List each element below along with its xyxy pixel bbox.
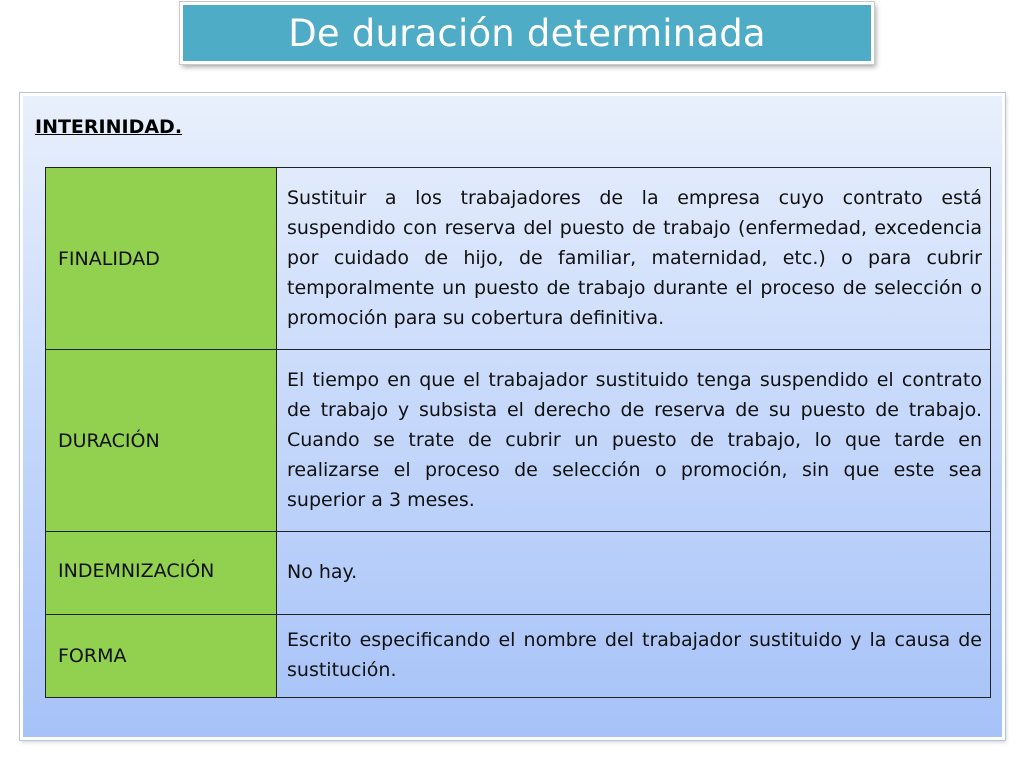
slide-title-box — [180, 2, 874, 64]
table-row — [46, 350, 991, 532]
row-text-finalidad: Sustituir a los trabajadores de la empresa cuyo contrato está suspendido con reserva del puesto de trabajo (enfermedad, excedencia por cuidado de hijo, de familiar, maternidad, etc.) o para cubrir temporalmente un puesto de trabajo durante el proceso de selección o promoción para su cobertura definitiva. — [277, 168, 991, 350]
row-label-finalidad: FINALIDAD — [46, 168, 277, 350]
info-table — [45, 167, 991, 698]
table-row — [46, 532, 991, 615]
row-text-duracion: El tiempo en que el trabajador sustituido tenga suspendido el contrato de trabajo y subsista el derecho de reserva de su puesto de trabajo. Cuando se trate de cubrir un puesto de trabajo, lo que tarde en realizarse el proceso de selección o promoción, sin que este sea superior a 3 meses. — [277, 350, 991, 532]
section-heading: INTERINIDAD. — [35, 116, 183, 138]
row-text-indemnizacion: No hay. — [277, 532, 991, 615]
table-row — [46, 615, 991, 698]
row-text-forma: Escrito especificando el nombre del trabajador sustituido y la causa de sustitución. — [277, 615, 991, 698]
content-panel — [20, 93, 1005, 740]
table-row — [46, 168, 991, 350]
slide-title: De duración determinada — [288, 11, 766, 55]
row-label-forma: FORMA — [46, 615, 277, 698]
row-label-indemnizacion: INDEMNIZACIÓN — [46, 532, 277, 615]
row-label-duracion: DURACIÓN — [46, 350, 277, 532]
